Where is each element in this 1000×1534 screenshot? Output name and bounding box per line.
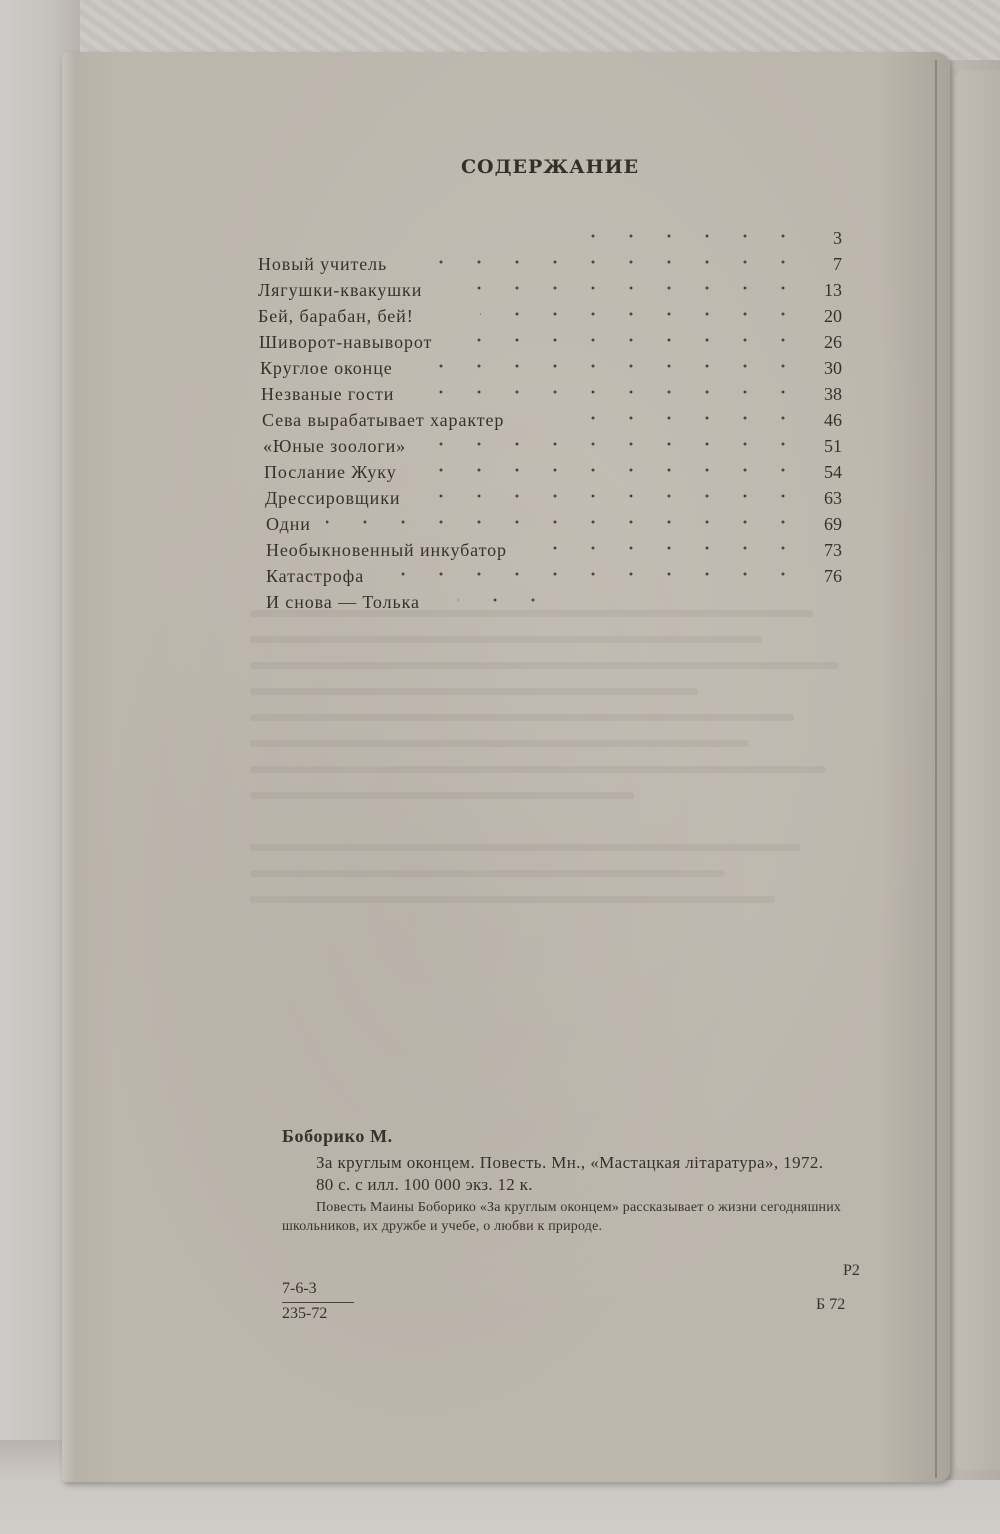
classification-code-bottom-left: 235-72 — [282, 1305, 328, 1322]
toc-first-page-row — [258, 225, 842, 251]
toc-entry-title: Сева вырабатывает характер — [262, 410, 505, 430]
toc-entry-title: «Юные зоологи» — [263, 436, 407, 456]
toc-entry — [258, 381, 842, 407]
toc-page-number: 3 — [833, 228, 842, 248]
contents-heading: СОДЕРЖАНИЕ — [460, 156, 640, 178]
toc-dot-leader — [436, 364, 802, 368]
toc-entry — [258, 433, 842, 459]
toc-dot-leader — [458, 598, 552, 602]
toc-dot-leader — [326, 520, 802, 524]
toc-entry-title: Незваные гости — [261, 384, 395, 404]
toc-dot-leader — [425, 468, 802, 472]
page-left-highlight — [62, 52, 76, 1482]
toc-entry-title: Бей, барабан, бей! — [258, 306, 414, 326]
toc-page-number: 69 — [824, 514, 842, 534]
bibliographic-record — [282, 1126, 882, 1236]
toc-dot-leader — [558, 234, 802, 238]
classification-code-top-right: Р2 — [843, 1262, 860, 1279]
toc-dot-leader — [568, 416, 802, 420]
toc-entry — [258, 303, 842, 329]
toc-page-number: 30 — [824, 358, 842, 378]
toc-dot-leader — [546, 546, 802, 550]
toc-entry — [258, 589, 842, 615]
toc-dot-leader — [425, 260, 802, 264]
next-page-curl — [955, 70, 1000, 1470]
classification-code-bottom-right: Б 72 — [816, 1296, 846, 1313]
toc-entry-title: Одни — [266, 514, 311, 534]
book-description: За круглым оконцем. Повесть. Мн., «Мастацкая літаратура», 1972. — [316, 1153, 824, 1172]
toc-dot-leader — [436, 390, 802, 394]
author-name: Боборико М. — [282, 1126, 393, 1146]
toc-entry — [258, 563, 842, 589]
annotation-text: Повесть Маины Боборико «За круглым оконцем» рассказывает о жизни сегодняшних школьников, их дружбе и учебе, о любви к природе. — [282, 1200, 842, 1234]
toc-entry-title: Дрессировщики — [265, 488, 401, 508]
toc-dot-leader — [392, 572, 802, 576]
toc-entry — [258, 485, 842, 511]
toc-entry — [258, 277, 842, 303]
toc-entry-title: Необыкновенный инкубатор — [266, 540, 507, 560]
toc-entry — [258, 511, 842, 537]
toc-dot-leader — [480, 312, 802, 316]
toc-page-number: 38 — [824, 384, 842, 404]
physical-description: 80 с. с илл. 100 000 экз. 12 к. — [316, 1175, 533, 1194]
toc-dot-leader — [469, 338, 802, 342]
toc-page-number: 54 — [824, 462, 842, 482]
toc-page-number: 73 — [824, 540, 842, 560]
toc-entry — [258, 355, 842, 381]
toc-page-number: 13 — [824, 280, 842, 300]
toc-entry — [258, 537, 842, 563]
table-of-contents — [258, 225, 842, 615]
toc-entry-title: Шиворот-навыворот — [259, 332, 433, 352]
toc-page-number: 51 — [824, 436, 842, 456]
toc-page-number: 76 — [824, 566, 842, 586]
toc-dot-leader — [436, 442, 802, 446]
toc-entry — [258, 459, 842, 485]
toc-entry — [258, 407, 842, 433]
toc-page-number: 20 — [824, 306, 842, 326]
toc-entry-title: Катастрофа — [266, 566, 365, 586]
page-fold — [935, 60, 937, 1478]
toc-entry-title: Послание Жуку — [264, 462, 397, 482]
toc-entry-title: Новый учитель — [258, 254, 388, 274]
toc-entry — [258, 251, 842, 277]
toc-page-number: 26 — [824, 332, 842, 352]
classification-code-top-left: 7-6-3 — [282, 1280, 354, 1303]
toc-page-number: 46 — [824, 410, 842, 430]
toc-page-number: 63 — [824, 488, 842, 508]
toc-entry-title: Круглое оконце — [260, 358, 393, 378]
toc-entry — [258, 329, 842, 355]
toc-entry-title: Лягушки-квакушки — [258, 280, 423, 300]
toc-entry-title: И снова — Толька — [266, 592, 420, 612]
show-through-text — [250, 610, 890, 970]
toc-page-number: 7 — [833, 254, 842, 274]
toc-dot-leader — [458, 286, 802, 290]
toc-dot-leader — [425, 494, 802, 498]
